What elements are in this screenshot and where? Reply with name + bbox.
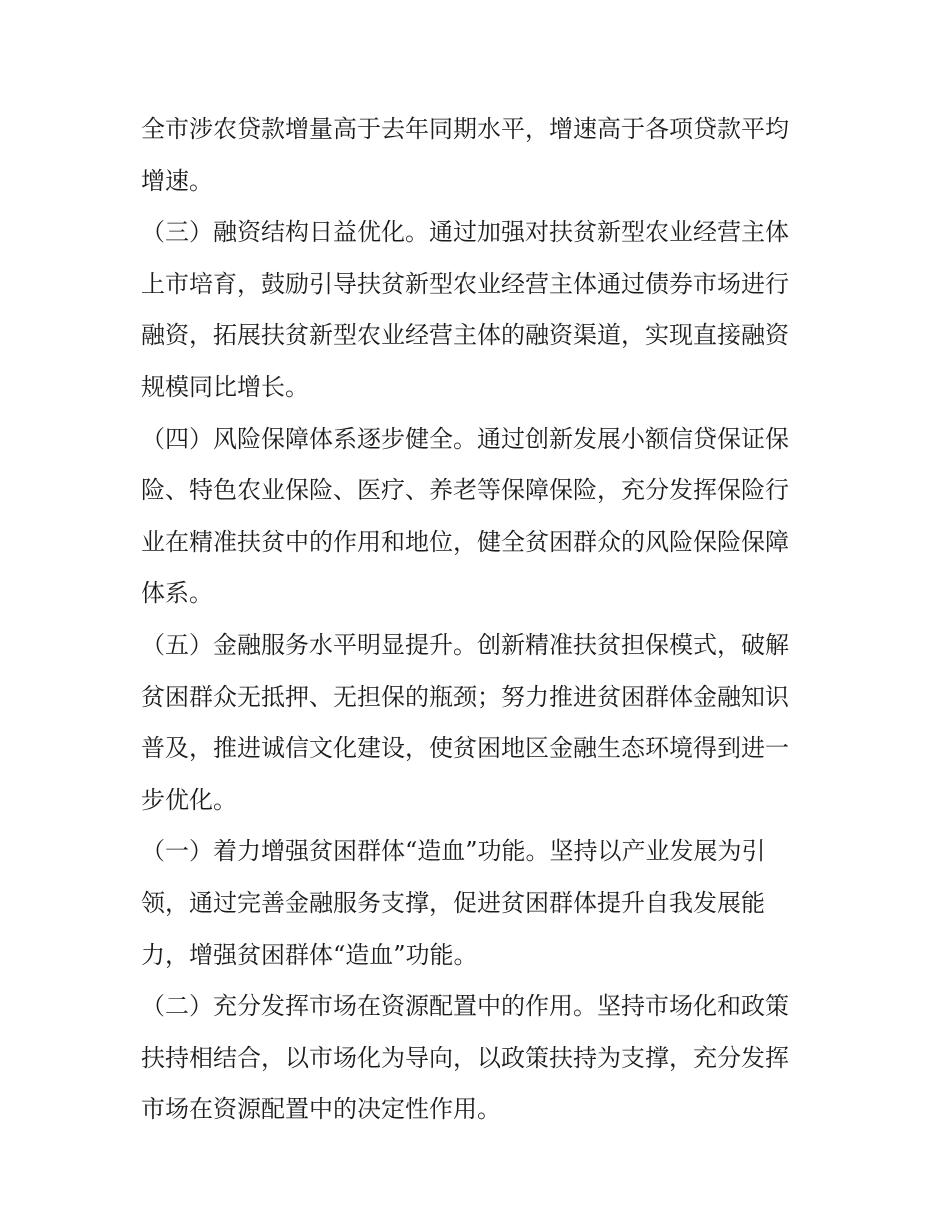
text-line: 市场在资源配置中的决定性作用。 (141, 1095, 501, 1124)
text-line: 贫困群众无抵押、无担保的瓶颈；努力推进贫困群体金融知识 (141, 682, 789, 711)
text-line: （五）金融服务水平明显提升。创新精准扶贫担保模式，破解 (141, 630, 789, 659)
text-line: （三）融资结构日益优化。通过加强对扶贫新型农业经营主体 (141, 218, 789, 247)
text-line: （四）风险保障体系逐步健全。通过创新发展小额信贷保证保 (141, 424, 789, 453)
text-line: 力，增强贫困群体“造血”功能。 (141, 940, 478, 969)
text-line: （二）充分发挥市场在资源配置中的作用。坚持市场化和政策 (141, 992, 789, 1021)
text-line: 步优化。 (141, 785, 237, 814)
text-line: 险、特色农业保险、医疗、养老等保障保险，充分发挥保险行 (141, 476, 789, 505)
text-line: 规模同比增长。 (141, 372, 309, 401)
text-line: 增速。 (141, 166, 213, 195)
text-line: 上市培育，鼓励引导扶贫新型农业经营主体通过债券市场进行 (141, 269, 789, 298)
text-line: 领，通过完善金融服务支撑，促进贫困群体提升自我发展能 (141, 888, 765, 917)
text-line: 全市涉农贷款增量高于去年同期水平，增速高于各项贷款平均 (141, 115, 789, 143)
text-line: （一）着力增强贫困群体“造血”功能。坚持以产业发展为引 (141, 837, 766, 866)
text-line: 融资，拓展扶贫新型农业经营主体的融资渠道，实现直接融资 (141, 321, 789, 350)
document-body (141, 107, 813, 1139)
text-line: 扶持相结合，以市场化为导向，以政策扶持为支撑，充分发挥 (141, 1043, 789, 1072)
text-line: 业在精准扶贫中的作用和地位，健全贫困群众的风险保险保障 (141, 527, 789, 556)
text-line: 普及，推进诚信文化建设，使贫困地区金融生态环境得到进一 (141, 734, 789, 763)
text-line: 体系。 (141, 579, 213, 608)
